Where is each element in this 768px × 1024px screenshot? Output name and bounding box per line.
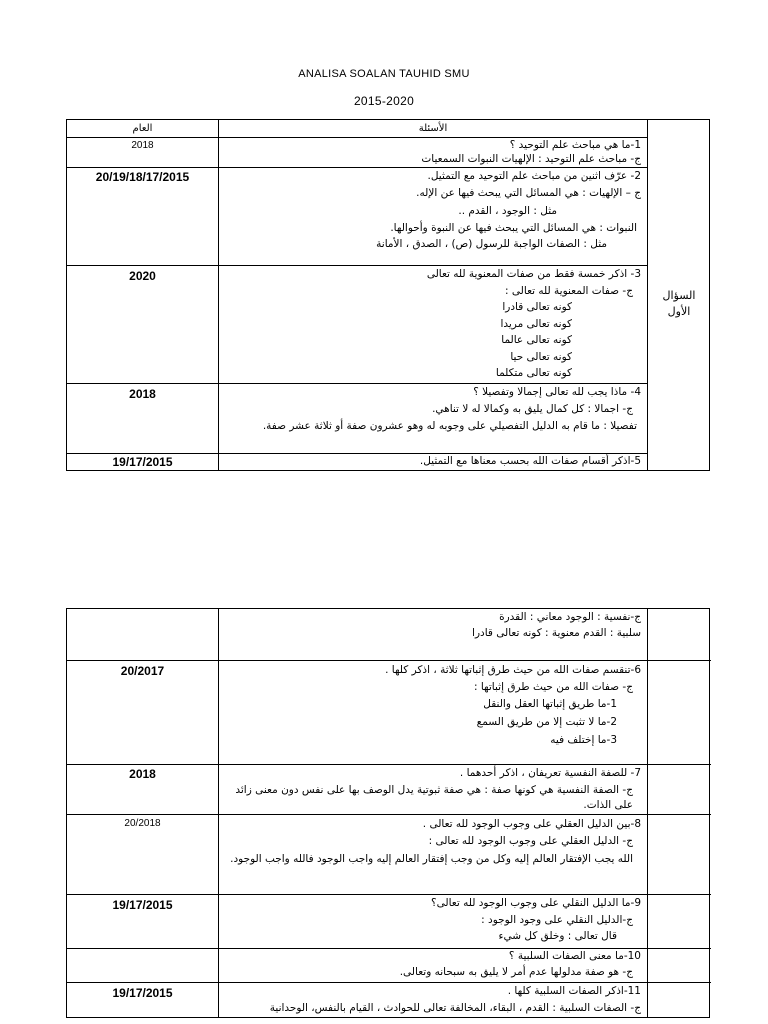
answer-line: كونه تعالى متكلما	[495, 367, 572, 379]
table-row	[67, 895, 711, 949]
row-question	[219, 815, 647, 895]
row-year: 2018	[129, 767, 156, 781]
answer-line: قال تعالى : وخلق كل شيء	[498, 930, 617, 942]
answer-line: ج- الصفة النفسية هي كونها صفة : هي صفة ثبوتية يدل الوصف بها على نفس دون معنى زائد على الذات.	[235, 784, 633, 811]
row-question	[219, 384, 647, 454]
question-line: 10-ما معنى الصفات السلبية ؟	[508, 950, 641, 962]
table-row	[67, 983, 711, 1019]
answer-line: الله يجب الإفتقار العالم إليه وكل من وجب إفتقار العالم إليه واجب الوجود فالله واجب الوجود.	[230, 853, 633, 865]
row-question	[219, 168, 647, 266]
question-line: 11-اذكر الصفات السلبية كلها .	[507, 985, 641, 997]
section-label-line: الأول	[667, 305, 691, 318]
answer-line: 1-ما طريق إثباتها العقل والنقل	[483, 698, 617, 710]
table-row	[67, 168, 647, 266]
answer-line: ج – الإلهيات : هي المسائل التي يبحث فيها عن الإله.	[416, 187, 641, 199]
document-title: ANALISA SOALAN TAUHID SMU	[298, 68, 470, 80]
question-line: 2- عرّف اثنين من مباحث علم التوحيد مع التمثيل.	[427, 170, 641, 182]
row-year: 2018	[131, 140, 154, 151]
row-question	[219, 661, 647, 765]
table-row	[67, 661, 711, 765]
question-line: 8-بين الدليل العقلي على وجوب الوجود لله تعالى .	[422, 818, 641, 830]
answer-line: النبوات : هي المسائل التي يبحث فيها عن النبوة وأحوالها.	[390, 222, 637, 234]
table-row	[67, 384, 647, 454]
table-row	[67, 266, 647, 384]
answer-line: 3-ما إختلف فيه	[550, 734, 617, 746]
answer-line: مثل : الوجود ، القدم ..	[458, 205, 557, 217]
answer-line: تفصيلا : ما قام به الدليل التفصيلي على وجوبه له وهو عشرون صفة أو ثلاثة عشر صفة.	[262, 420, 637, 432]
answer-line: سلبية : القدم معنوية : كونه تعالى قادرا	[472, 627, 641, 639]
table-row	[67, 815, 711, 895]
header-questions: الأسئلة	[418, 123, 448, 134]
section-label-line: السؤال	[662, 289, 696, 302]
row-year: 2020	[129, 269, 156, 283]
answer-line: ج- مباحث علم التوحيد : الإلهيات النبوات السمعيات	[421, 153, 641, 165]
header-year: العام	[132, 123, 153, 134]
row-year: 2018	[129, 387, 156, 401]
question-line: 9-ما الدليل النقلي على وجوب الوجود لله تعالى؟	[431, 897, 641, 909]
answer-line: مثل : الصفات الواجبة للرسول (ص) ، الصدق ، الأمانة	[376, 238, 607, 250]
question-line: 7- للصفة النفسية تعريفان ، اذكر أحدهما .	[459, 767, 641, 779]
answer-line: كونه تعالى قادرا	[502, 301, 572, 313]
question-line: 6-تنقسم صفات الله من حيث طرق إثباتها ثلاثة ، اذكر كلها .	[385, 664, 641, 676]
question-line: 3- اذكر خمسة فقط من صفات المعنوية لله تعالى	[426, 268, 641, 280]
answer-line: كونه تعالى حيا	[510, 351, 572, 363]
answer-line: ج- اجمالا : كل كمال يليق به وكمالا له لا تناهي.	[432, 403, 633, 415]
answer-line: ج-نفسية : الوجود معاني : القدرة	[499, 611, 641, 623]
answer-line: ج- صفات المعنوية لله تعالى :	[505, 285, 633, 297]
row-year: 19/17/2015	[112, 455, 173, 469]
row-question	[219, 266, 647, 384]
questions-table-1	[66, 119, 710, 471]
row-year: 20/2018	[124, 818, 161, 829]
row-question	[219, 949, 647, 983]
answer-line: ج- هو صفة مدلولها عدم أمر لا يليق به سبحانه وتعالى.	[399, 966, 633, 978]
row-question	[219, 609, 647, 661]
row-question	[219, 765, 647, 815]
question-line: 1-ما هي مباحث علم التوحيد ؟	[509, 139, 641, 151]
row-question	[219, 983, 647, 1019]
row-year: 20/2017	[120, 664, 165, 678]
table-row	[67, 454, 647, 472]
row-question	[219, 454, 647, 472]
row-year: 19/17/2015	[112, 986, 173, 1000]
answer-line: كونه تعالى عالما	[501, 334, 572, 346]
answer-line: ج- صفات الله من حيث طرق إثباتها :	[473, 681, 633, 693]
row-year: 19/17/2015	[112, 898, 173, 912]
answer-line: كونه تعالى مريدا	[500, 318, 572, 330]
answer-line: ج- الصفات السلبية : القدم ، البقاء، المخالفة تعالى للحوادث ، القيام بالنفس، الوحدانية	[269, 1002, 641, 1014]
table-header-row	[67, 120, 647, 138]
answer-line: 2-ما لا تثبت إلا من طريق السمع	[476, 716, 617, 728]
answer-line: ج-الدليل النقلي على وجود الوجود :	[481, 914, 633, 926]
table-row	[67, 765, 711, 815]
answer-line: ج- الدليل العقلي على وجوب الوجود لله تعالى :	[428, 835, 633, 847]
question-line: 5-اذكر أقسام صفات الله بحسب معناها مع التمثيل.	[419, 455, 641, 467]
table-row	[67, 949, 711, 983]
table-row	[67, 609, 711, 661]
row-question	[219, 138, 647, 168]
questions-table-2	[66, 608, 710, 1018]
table-row	[67, 138, 647, 168]
row-year: 20/19/18/17/2015	[95, 170, 190, 184]
row-question	[219, 895, 647, 949]
section-label	[648, 288, 710, 320]
document-subtitle: 2015-2020	[353, 94, 415, 108]
question-line: 4- ماذا يجب لله تعالى إجمالا وتفصيلا ؟	[473, 386, 641, 398]
